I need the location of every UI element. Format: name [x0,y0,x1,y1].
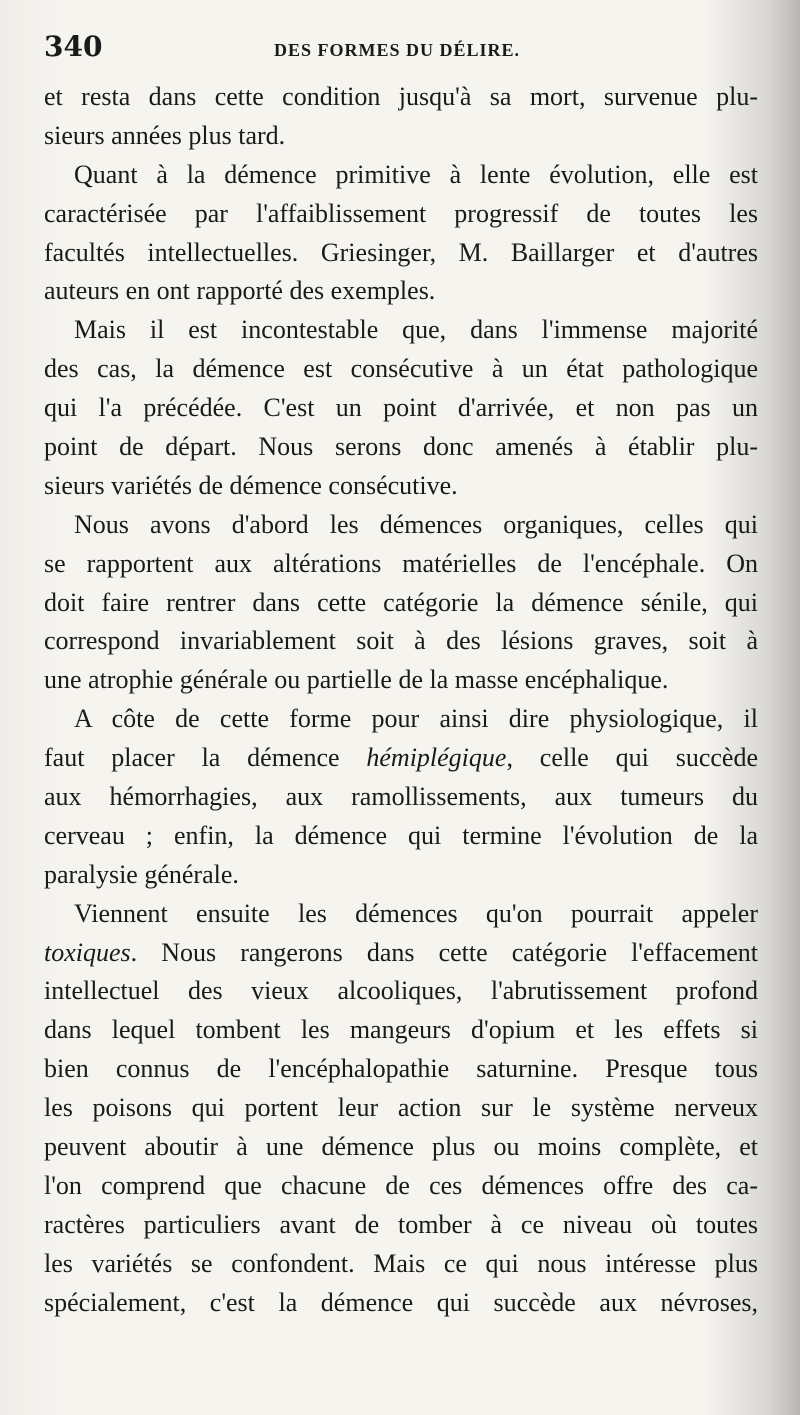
text-line: sieurs variétés de démence consécutive. [44,470,458,500]
text-segment: . Nous rangerons dans cette catégorie l'effacement [130,937,758,967]
text-line: qui l'a précédée. C'est un point d'arrivée, et non pas un [44,393,758,423]
text-line: spécialement, c'est la démence qui succède aux névroses, [44,1287,758,1317]
text-line: A côte de cette forme pour ainsi dire physiologique, il [74,704,758,734]
text-line: les variétés se confondent. Mais ce qui nous intéresse plus [44,1248,758,1278]
text-line: ractères particuliers avant de tomber à ce niveau où toutes [44,1209,758,1239]
text-line: cerveau ; enfin, la démence qui termine l'évolution de la [44,820,758,850]
page-number: 340 [44,30,103,63]
text-line: doit faire rentrer dans cette catégorie la démence sénile, qui [44,587,758,617]
text-line: paralysie générale. [44,859,239,889]
text-line: les poisons qui portent leur action sur le système nerveux [44,1093,758,1123]
text-line: intellectuel des vieux alcooliques, l'abrutissement profond [44,976,758,1006]
text-line: se rapportent aux altérations matérielles de l'encéphale. On [44,548,758,578]
text-line: peuvent aboutir à une démence plus ou moins complète, et [44,1132,758,1162]
text-line: correspond invariablement soit à des lésions graves, soit à [44,626,758,656]
text-line: l'on comprend que chacune de ces démences offre des ca- [44,1170,758,1200]
text-line: sieurs années plus tard. [44,120,286,150]
italic-term: hémiplégique [366,743,507,773]
text-line: bien connus de l'encéphalopathie saturnine. Presque tous [44,1054,758,1084]
text-line: une atrophie générale ou partielle de la masse encéphalique. [44,665,669,695]
text-line: et resta dans cette condition jusqu'à sa mort, survenue plu- [44,82,758,111]
italic-term: toxiques [44,937,131,967]
page-header [44,30,764,70]
text-line: auteurs en ont rapporté des exemples. [44,276,436,306]
text-line: point de départ. Nous serons donc amenés à établir plu- [44,432,758,462]
text-line: Quant à la démence primitive à lente évolution, elle est [74,159,758,189]
running-title: DES FORMES DU DÉLIRE. [274,40,521,60]
text-segment: , celle qui succède [506,743,758,773]
text-segment: faut placer la démence [44,743,367,773]
text-line [44,934,758,973]
text-line [44,739,758,778]
text-line: Nous avons d'abord les démences organiques, celles qui [74,509,758,539]
text-line: des cas, la démence est consécutive à un état pathologique [44,354,758,384]
text-line: facultés intellectuelles. Griesinger, M. Baillarger et d'autres [44,237,758,267]
text-line: aux hémorrhagies, aux ramollissements, aux tumeurs du [44,782,758,812]
text-line: Mais il est incontestable que, dans l'immense majorité [74,315,758,345]
text-line: caractérisée par l'affaiblissement progressif de toutes les [44,198,758,228]
text-line: dans lequel tombent les mangeurs d'opium et les effets si [44,1015,758,1045]
text-line: Viennent ensuite les démences qu'on pourrait appeler [74,898,758,928]
body-text [44,78,758,1323]
